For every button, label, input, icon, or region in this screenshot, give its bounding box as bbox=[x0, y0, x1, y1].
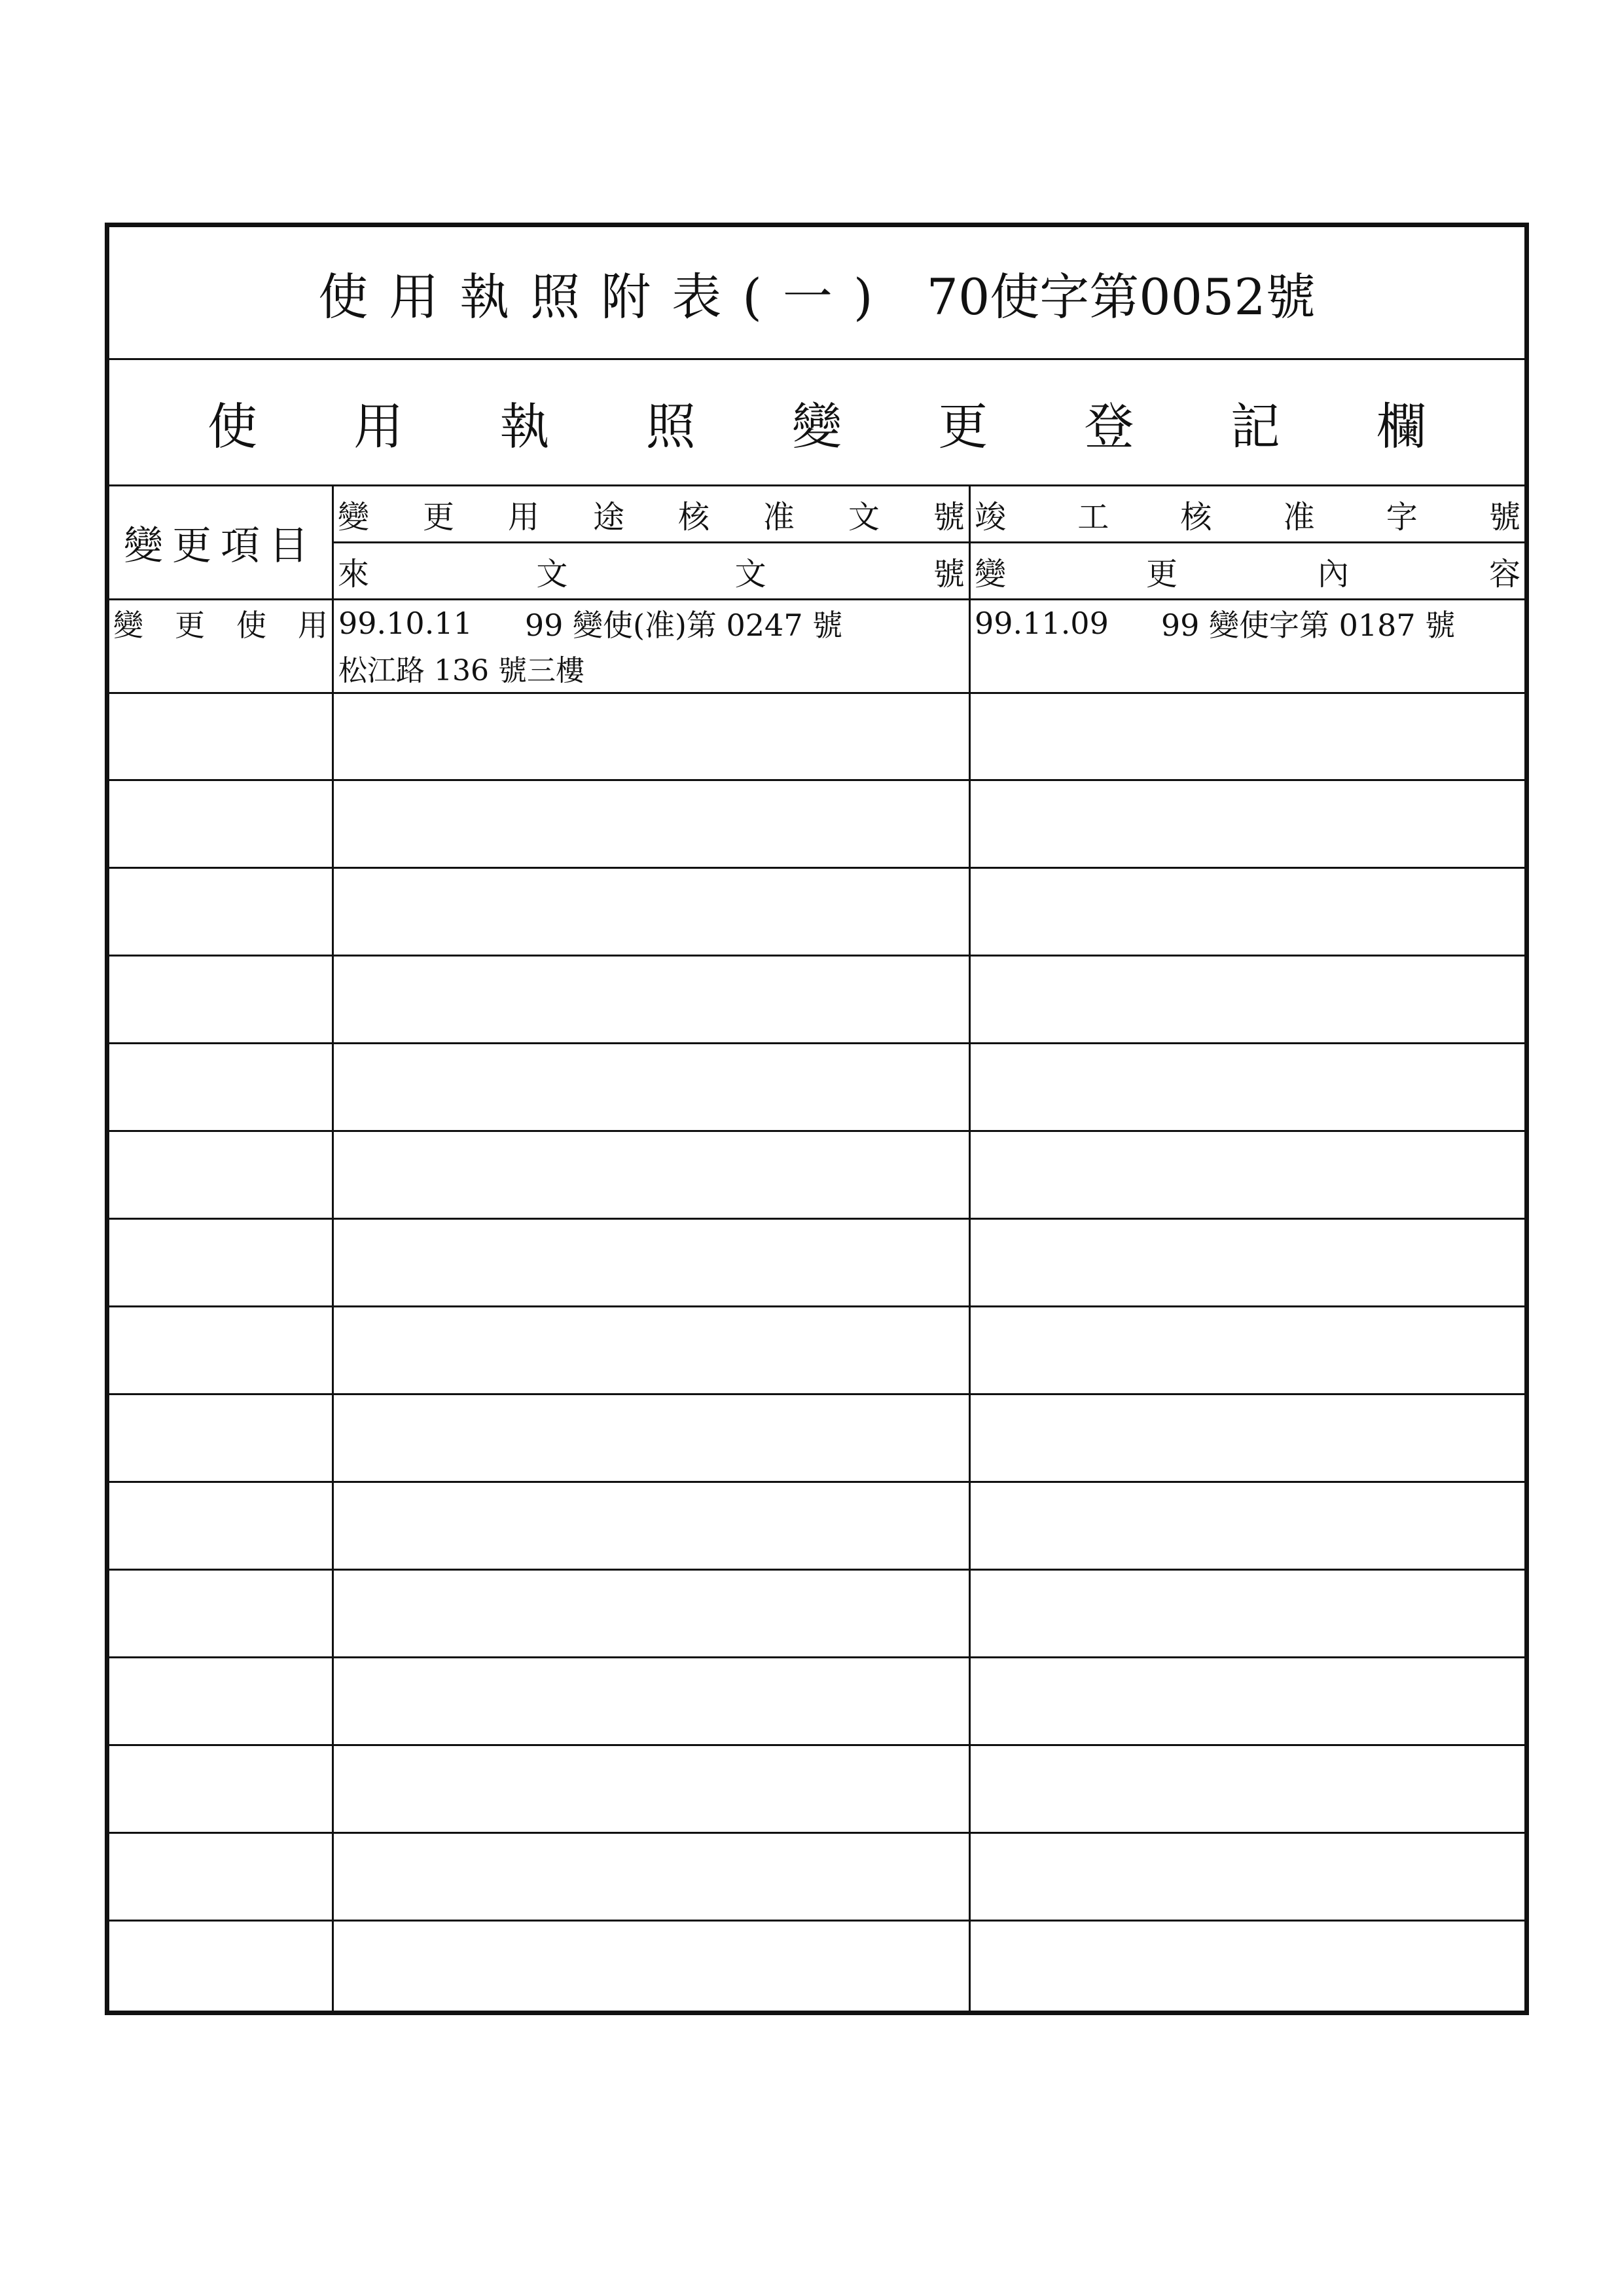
change-registration-form bbox=[105, 223, 1529, 2015]
header-char: 更 bbox=[422, 498, 454, 536]
header-completion-approval-no bbox=[971, 486, 1524, 541]
header-char: 號 bbox=[933, 555, 965, 592]
completion-doc-number: 99 變使字第 0187 號 bbox=[1160, 608, 1456, 643]
header-usage-approval-no bbox=[334, 486, 969, 541]
registration-title-char: 變 bbox=[792, 397, 842, 456]
row-divider bbox=[109, 1832, 1524, 1834]
row-item-char: 變 bbox=[113, 608, 143, 643]
row-divider bbox=[109, 1218, 1524, 1220]
row-divider bbox=[109, 692, 1524, 694]
row-completion-approval bbox=[975, 600, 1524, 646]
row-item-char: 使 bbox=[236, 608, 266, 643]
header-char: 竣 bbox=[975, 498, 1007, 536]
usage-date: 99.10.11 bbox=[338, 606, 473, 641]
registration-title-char: 執 bbox=[499, 397, 550, 456]
row-divider bbox=[109, 1481, 1524, 1483]
usage-address: 松江路 136 號三樓 bbox=[338, 654, 584, 687]
form-title bbox=[109, 227, 1524, 358]
form-title-label: 使用執照附表(一) bbox=[318, 267, 894, 326]
column-divider bbox=[332, 484, 334, 2011]
row-item-char: 更 bbox=[175, 608, 205, 643]
header-char: 准 bbox=[1283, 498, 1315, 536]
row-divider bbox=[109, 1130, 1524, 1132]
header-char: 變 bbox=[338, 498, 370, 536]
row-divider bbox=[109, 1744, 1524, 1746]
registration-title-char: 更 bbox=[938, 397, 988, 456]
header-char: 更 bbox=[1145, 555, 1178, 592]
row-divider bbox=[109, 1042, 1524, 1044]
row-divider bbox=[109, 1569, 1524, 1571]
row-divider bbox=[109, 779, 1524, 781]
header-char: 字 bbox=[1386, 498, 1418, 536]
header-char: 核 bbox=[1180, 498, 1212, 536]
row-change-item bbox=[109, 600, 332, 646]
header-char: 變 bbox=[975, 555, 1007, 592]
header-char: 核 bbox=[677, 498, 710, 536]
registration-title-char: 使 bbox=[207, 397, 257, 456]
header-char: 號 bbox=[1488, 498, 1520, 536]
registration-title-char: 照 bbox=[645, 397, 696, 456]
row-divider bbox=[109, 1393, 1524, 1395]
row-usage-approval bbox=[338, 600, 967, 646]
divider bbox=[334, 541, 1524, 543]
license-number: 70使字第0052號 bbox=[926, 267, 1316, 326]
header-char: 准 bbox=[763, 498, 795, 536]
column-divider bbox=[969, 484, 971, 2011]
header-char: 工 bbox=[1077, 498, 1109, 536]
registration-title-char: 用 bbox=[353, 397, 404, 456]
row-divider bbox=[109, 867, 1524, 869]
header-char: 來 bbox=[338, 555, 370, 592]
header-char: 文 bbox=[734, 555, 766, 592]
header-incoming-doc-no bbox=[334, 543, 969, 598]
registration-title bbox=[207, 360, 1426, 484]
header-char: 內 bbox=[1317, 555, 1349, 592]
registration-title-char: 欄 bbox=[1376, 397, 1426, 456]
header-char: 文 bbox=[536, 555, 568, 592]
row-divider bbox=[109, 1305, 1524, 1307]
row-divider bbox=[109, 1920, 1524, 1922]
header-change-item: 變更項目 bbox=[124, 522, 317, 569]
header-char: 用 bbox=[507, 498, 539, 536]
header-char: 文 bbox=[848, 498, 880, 536]
header-change-content bbox=[971, 543, 1524, 598]
usage-doc-number: 99 變使(准)第 0247 號 bbox=[524, 608, 843, 643]
registration-title-char: 登 bbox=[1084, 397, 1134, 456]
row-divider bbox=[109, 1656, 1524, 1658]
header-char: 途 bbox=[592, 498, 624, 536]
row-item-char: 用 bbox=[298, 608, 328, 643]
registration-title-char: 記 bbox=[1230, 397, 1280, 456]
header-char: 號 bbox=[933, 498, 965, 536]
completion-date: 99.11.09 bbox=[975, 606, 1109, 641]
row-divider bbox=[109, 955, 1524, 957]
header-char: 容 bbox=[1488, 555, 1520, 592]
